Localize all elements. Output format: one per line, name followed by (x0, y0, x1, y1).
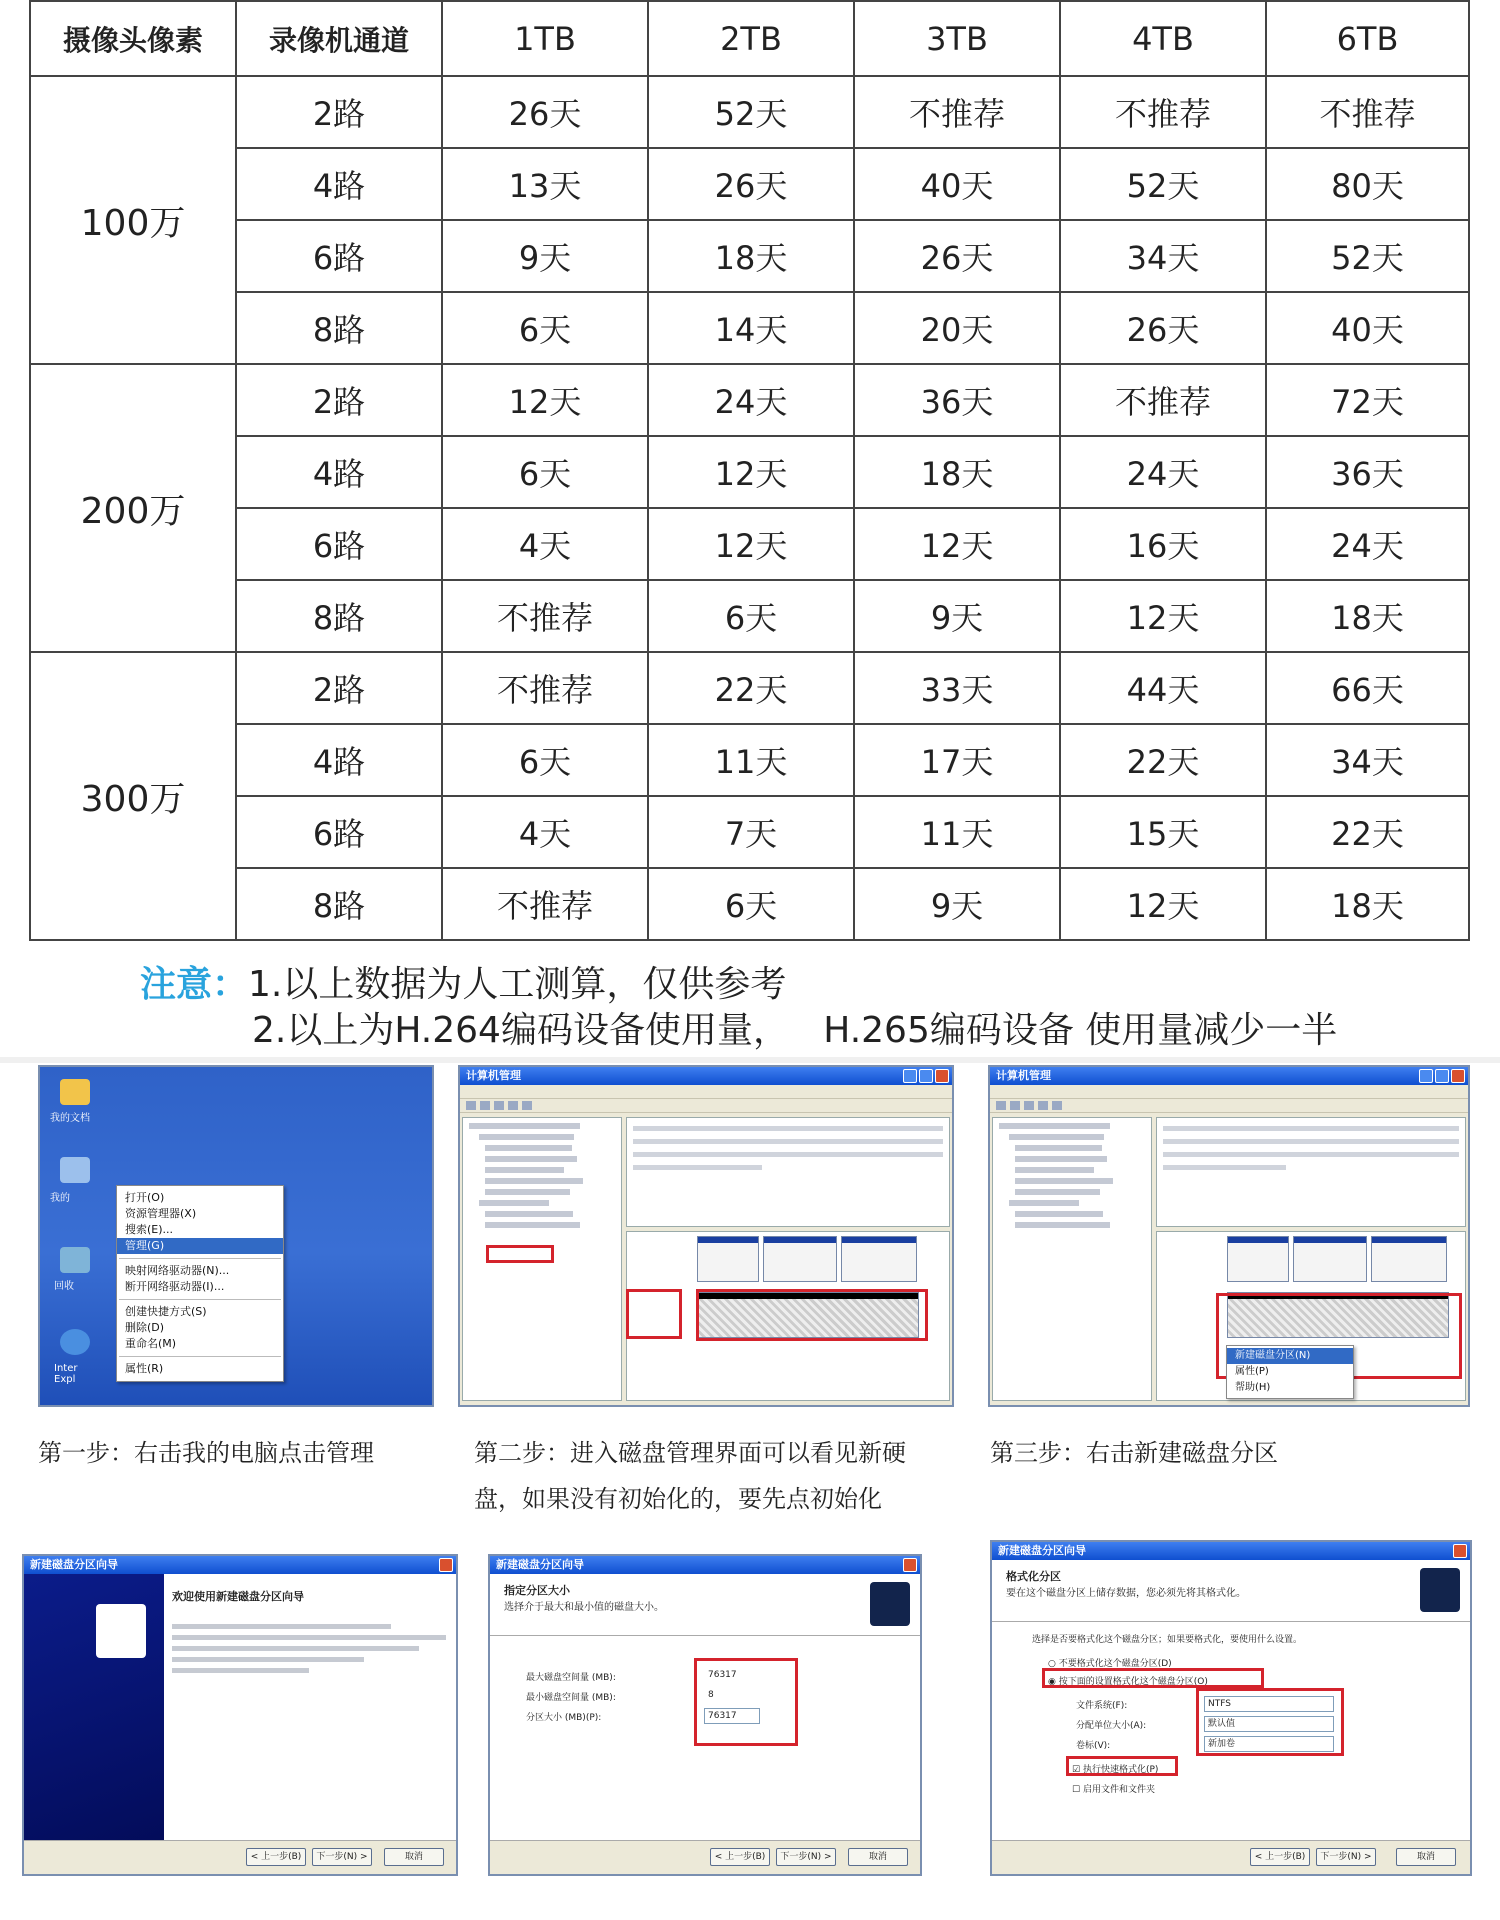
step1-caption: 第一步：右击我的电脑点击管理 (38, 1439, 374, 1467)
next-button[interactable]: 下一步(N) > (776, 1848, 836, 1866)
days-cell: 不推荐 (854, 76, 1060, 148)
context-menu-item[interactable]: 资源管理器(X) (125, 1207, 197, 1220)
header-2tb: 2TB (648, 1, 854, 76)
channel-cell: 6路 (236, 508, 442, 580)
step5-subheading: 选择介于最大和最小值的磁盘大小。 (504, 1602, 664, 1613)
channel-cell: 6路 (236, 796, 442, 868)
days-cell: 20天 (854, 292, 1060, 364)
max-size-label: 最大磁盘空间量 (MB): (526, 1673, 616, 1683)
compression-label: 启用文件和文件夹 (1082, 1785, 1155, 1795)
back-button[interactable]: < 上一步(B) (246, 1848, 306, 1866)
table-row (30, 724, 1469, 796)
step2-titlebar (460, 1067, 952, 1085)
context-menu-item[interactable]: 打开(O) (125, 1191, 165, 1204)
days-cell: 6天 (442, 724, 648, 796)
note-text-1: 1.以上数据为人工测算，仅供参考 (248, 964, 787, 1005)
step4-footer (24, 1840, 456, 1874)
disk-wizard-icon (870, 1582, 910, 1626)
cancel-button[interactable]: 取消 (384, 1848, 444, 1866)
no-format-option[interactable]: ○ 不要格式化这个磁盘分区(D) (1048, 1659, 1172, 1669)
days-cell: 不推荐 (1266, 76, 1469, 148)
days-cell: 40天 (854, 148, 1060, 220)
step2-unallocated-highlight (696, 1289, 928, 1341)
days-cell: 4天 (442, 796, 648, 868)
close-icon[interactable] (1451, 1069, 1465, 1083)
minimize-icon[interactable] (903, 1069, 917, 1083)
step3-volume-list (1156, 1117, 1466, 1227)
maximize-icon[interactable] (919, 1069, 933, 1083)
no-format-label: 不要格式化这个磁盘分区(D) (1058, 1659, 1172, 1669)
days-cell: 12天 (442, 364, 648, 436)
days-cell: 不推荐 (442, 868, 648, 940)
pixel-group-cell: 100万 (30, 76, 236, 364)
step5-window-title: 新建磁盘分区向导 (496, 1558, 584, 1571)
days-cell: 不推荐 (1060, 76, 1266, 148)
step2-caption-line1: 第二步：进入磁盘管理界面可以看见新硬 (474, 1439, 906, 1467)
days-cell: 13天 (442, 148, 648, 220)
close-icon[interactable] (1453, 1544, 1467, 1558)
days-cell: 15天 (1060, 796, 1266, 868)
step6-wizard-body (992, 1560, 1470, 1874)
days-cell: 12天 (1060, 580, 1266, 652)
step2-screenshot (458, 1065, 954, 1407)
days-cell: 80天 (1266, 148, 1469, 220)
days-cell: 40天 (1266, 292, 1469, 364)
days-cell: 6天 (442, 292, 648, 364)
days-cell: 36天 (1266, 436, 1469, 508)
step5-screenshot (488, 1554, 922, 1876)
days-cell: 11天 (648, 724, 854, 796)
step5-header (490, 1574, 920, 1636)
days-cell: 34天 (1266, 724, 1469, 796)
step3-caption: 第三步：右击新建磁盘分区 (990, 1439, 1278, 1467)
step3-tree-pane (992, 1117, 1152, 1401)
step5-size-highlight (694, 1658, 798, 1746)
days-cell: 22天 (1266, 796, 1469, 868)
days-cell: 16天 (1060, 508, 1266, 580)
channel-cell: 8路 (236, 868, 442, 940)
step6-screenshot (990, 1540, 1472, 1876)
days-cell: 不推荐 (442, 652, 648, 724)
section-divider (0, 1057, 1500, 1063)
cancel-button[interactable]: 取消 (848, 1848, 908, 1866)
step4-screenshot (22, 1554, 458, 1876)
table-row (30, 76, 1469, 148)
step6-settings-highlight (1196, 1688, 1344, 1756)
days-cell: 6天 (648, 580, 854, 652)
close-icon[interactable] (903, 1558, 917, 1572)
desktop-label-documents: 我的文档 (50, 1113, 90, 1124)
pixel-group-cell: 200万 (30, 364, 236, 652)
step2-caption-line2: 盘，如果没有初始化的，要先点初始化 (474, 1485, 882, 1513)
volume-label-label: 卷标(V): (1076, 1741, 1111, 1751)
days-cell: 12天 (648, 508, 854, 580)
note-line-1 (140, 962, 1337, 1008)
step6-header (992, 1560, 1470, 1622)
menu-separator (119, 1299, 281, 1300)
my-computer-icon (60, 1157, 90, 1183)
context-menu-item[interactable]: 帮助(H) (1235, 1382, 1271, 1393)
step3-window-title: 计算机管理 (996, 1069, 1051, 1082)
note-label: 注意： (140, 964, 249, 1005)
context-menu-item[interactable]: 断开网络驱动器(I)... (125, 1280, 225, 1293)
step5-wizard-body (490, 1574, 920, 1874)
days-cell: 26天 (442, 76, 648, 148)
days-cell: 12天 (648, 436, 854, 508)
header-4tb: 4TB (1060, 1, 1266, 76)
days-cell: 22天 (1060, 724, 1266, 796)
days-cell: 72天 (1266, 364, 1469, 436)
channel-cell: 2路 (236, 652, 442, 724)
menu-separator (119, 1258, 281, 1259)
step5-titlebar (490, 1556, 920, 1574)
channel-cell: 4路 (236, 724, 442, 796)
table-row (30, 652, 1469, 724)
volume-label-input[interactable]: 新加卷 (1204, 1736, 1334, 1752)
channel-cell: 4路 (236, 436, 442, 508)
close-icon[interactable] (439, 1558, 453, 1572)
context-menu-item[interactable]: 管理(G) (117, 1238, 283, 1254)
days-cell: 11天 (854, 796, 1060, 868)
filesystem-select[interactable]: NTFS (1204, 1696, 1334, 1712)
days-cell: 18天 (648, 220, 854, 292)
step6-quick-format-highlight (1066, 1756, 1178, 1776)
days-cell: 9天 (854, 868, 1060, 940)
table-row (30, 220, 1469, 292)
days-cell: 36天 (854, 364, 1060, 436)
desktop-label-computer: 我的 (50, 1193, 70, 1204)
days-cell: 18天 (1266, 580, 1469, 652)
step3-context-menu (1226, 1345, 1354, 1399)
days-cell: 12天 (854, 508, 1060, 580)
days-cell: 不推荐 (1060, 364, 1266, 436)
format-label: 按下面的设置格式化这个磁盘分区(O) (1058, 1677, 1208, 1687)
days-cell: 44天 (1060, 652, 1266, 724)
disk-icon (96, 1604, 146, 1658)
menu-separator (119, 1356, 281, 1357)
recycle-bin-icon (60, 1247, 90, 1273)
context-menu (116, 1185, 284, 1382)
step2-new-disk-highlight (626, 1289, 682, 1339)
table-row (30, 436, 1469, 508)
cancel-button[interactable]: 取消 (1396, 1848, 1456, 1866)
step2-volume-list (626, 1117, 950, 1227)
step4-titlebar (24, 1556, 456, 1574)
storage-table (29, 0, 1470, 941)
days-cell: 22天 (648, 652, 854, 724)
context-menu-item[interactable]: 属性(R) (125, 1362, 164, 1375)
allocation-select[interactable]: 默认值 (1204, 1716, 1334, 1732)
table-row (30, 508, 1469, 580)
table-body (30, 76, 1469, 940)
channel-cell: 4路 (236, 148, 442, 220)
days-cell: 6天 (648, 868, 854, 940)
days-cell: 24天 (1060, 436, 1266, 508)
step6-subheading: 要在这个磁盘分区上储存数据，您必须先将其格式化。 (1006, 1588, 1246, 1599)
table-row (30, 796, 1469, 868)
step4-window-title: 新建磁盘分区向导 (30, 1558, 118, 1571)
context-menu-item[interactable]: 创建快捷方式(S) (125, 1305, 207, 1318)
min-size-label: 最小磁盘空间量 (MB): (526, 1693, 616, 1703)
days-cell: 52天 (1266, 220, 1469, 292)
step4-wizard-body (24, 1574, 456, 1874)
table-row (30, 868, 1469, 940)
channel-cell: 8路 (236, 292, 442, 364)
step3-toolbar (990, 1099, 1468, 1113)
step6-format-option-highlight (1042, 1668, 1264, 1688)
days-cell: 12天 (1060, 868, 1266, 940)
context-menu-item[interactable]: 新建磁盘分区(N) (1227, 1348, 1353, 1364)
step6-window-title: 新建磁盘分区向导 (998, 1544, 1086, 1557)
context-menu-item[interactable]: 映射网络驱动器(N)... (125, 1264, 230, 1277)
quick-format-label: 执行快速格式化(P) (1082, 1765, 1159, 1775)
note-text-2: 2.以上为H.264编码设备使用量， H.265编码设备 使用量减少一半 (252, 1010, 1338, 1051)
days-cell: 18天 (854, 436, 1060, 508)
back-button[interactable]: < 上一步(B) (1250, 1848, 1310, 1866)
channel-cell: 2路 (236, 76, 442, 148)
step6-footer (992, 1840, 1470, 1874)
format-question: 选择是否要格式化这个磁盘分区；如果要格式化，要使用什么设置。 (1032, 1635, 1303, 1645)
context-menu-item[interactable]: 搜索(E)... (125, 1223, 174, 1236)
header-channels: 录像机通道 (236, 1, 442, 76)
days-cell: 24天 (1266, 508, 1469, 580)
days-cell: 24天 (648, 364, 854, 436)
step5-footer (490, 1840, 920, 1874)
days-cell: 33天 (854, 652, 1060, 724)
step2-menubar (460, 1085, 952, 1099)
days-cell: 9天 (854, 580, 1060, 652)
header-6tb: 6TB (1266, 1, 1469, 76)
header-1tb: 1TB (442, 1, 648, 76)
channel-cell: 2路 (236, 364, 442, 436)
min-size-value: 8 (708, 1690, 714, 1700)
days-cell: 14天 (648, 292, 854, 364)
days-cell: 66天 (1266, 652, 1469, 724)
days-cell: 不推荐 (442, 580, 648, 652)
filesystem-label: 文件系统(F): (1076, 1701, 1128, 1711)
quick-format-checkbox[interactable]: ☑ 执行快速格式化(P) (1072, 1765, 1159, 1775)
days-cell: 52天 (648, 76, 854, 148)
channel-cell: 6路 (236, 220, 442, 292)
max-size-value: 76317 (708, 1670, 737, 1680)
step6-heading: 格式化分区 (1006, 1570, 1061, 1583)
context-menu-item[interactable]: 属性(P) (1235, 1366, 1269, 1377)
partition-size-label: 分区大小 (MB)(P): (526, 1713, 602, 1723)
header-camera-pixels: 摄像头像素 (30, 1, 236, 76)
my-documents-icon (60, 1079, 90, 1105)
days-cell: 6天 (442, 436, 648, 508)
step5-heading: 指定分区大小 (504, 1584, 570, 1597)
back-button[interactable]: < 上一步(B) (710, 1848, 770, 1866)
minimize-icon[interactable] (1419, 1069, 1433, 1083)
disk-wizard-icon (1420, 1568, 1460, 1612)
days-cell: 18天 (1266, 868, 1469, 940)
table-header-row (30, 1, 1469, 76)
context-menu-item[interactable]: 重命名(M) (125, 1337, 177, 1350)
step2-disk-mgmt-highlight (486, 1245, 554, 1263)
desktop-label-ie: Inter Expl (54, 1363, 78, 1385)
days-cell: 26天 (648, 148, 854, 220)
context-menu-item[interactable]: 删除(D) (125, 1321, 165, 1334)
table-row (30, 580, 1469, 652)
step3-titlebar (990, 1067, 1468, 1085)
internet-explorer-icon (60, 1329, 90, 1355)
notes (140, 962, 1337, 1054)
format-option[interactable]: ◉ 按下面的设置格式化这个磁盘分区(O) (1048, 1677, 1208, 1687)
days-cell: 17天 (854, 724, 1060, 796)
table-row (30, 148, 1469, 220)
channel-cell: 8路 (236, 580, 442, 652)
maximize-icon[interactable] (1435, 1069, 1449, 1083)
header-3tb: 3TB (854, 1, 1060, 76)
days-cell: 34天 (1060, 220, 1266, 292)
step3-menubar (990, 1085, 1468, 1099)
step3-screenshot (988, 1065, 1470, 1407)
step6-titlebar (992, 1542, 1470, 1560)
partition-size-input[interactable]: 76317 (704, 1708, 760, 1724)
next-button[interactable]: 下一步(N) > (312, 1848, 372, 1866)
days-cell: 26天 (1060, 292, 1266, 364)
table-row (30, 364, 1469, 436)
table-row (30, 292, 1469, 364)
step2-toolbar (460, 1099, 952, 1113)
desktop-label-recycle: 回收 (54, 1281, 74, 1292)
days-cell: 9天 (442, 220, 648, 292)
step4-heading: 欢迎使用新建磁盘分区向导 (172, 1590, 304, 1603)
allocation-label: 分配单位大小(A): (1076, 1721, 1147, 1731)
compression-checkbox[interactable]: ☐ 启用文件和文件夹 (1072, 1785, 1155, 1795)
step2-window-title: 计算机管理 (466, 1069, 521, 1082)
days-cell: 4天 (442, 508, 648, 580)
days-cell: 7天 (648, 796, 854, 868)
next-button[interactable]: 下一步(N) > (1316, 1848, 1376, 1866)
pixel-group-cell: 300万 (30, 652, 236, 940)
step1-screenshot (38, 1065, 434, 1407)
days-cell: 52天 (1060, 148, 1266, 220)
wizard-banner (24, 1574, 164, 1840)
close-icon[interactable] (935, 1069, 949, 1083)
days-cell: 26天 (854, 220, 1060, 292)
